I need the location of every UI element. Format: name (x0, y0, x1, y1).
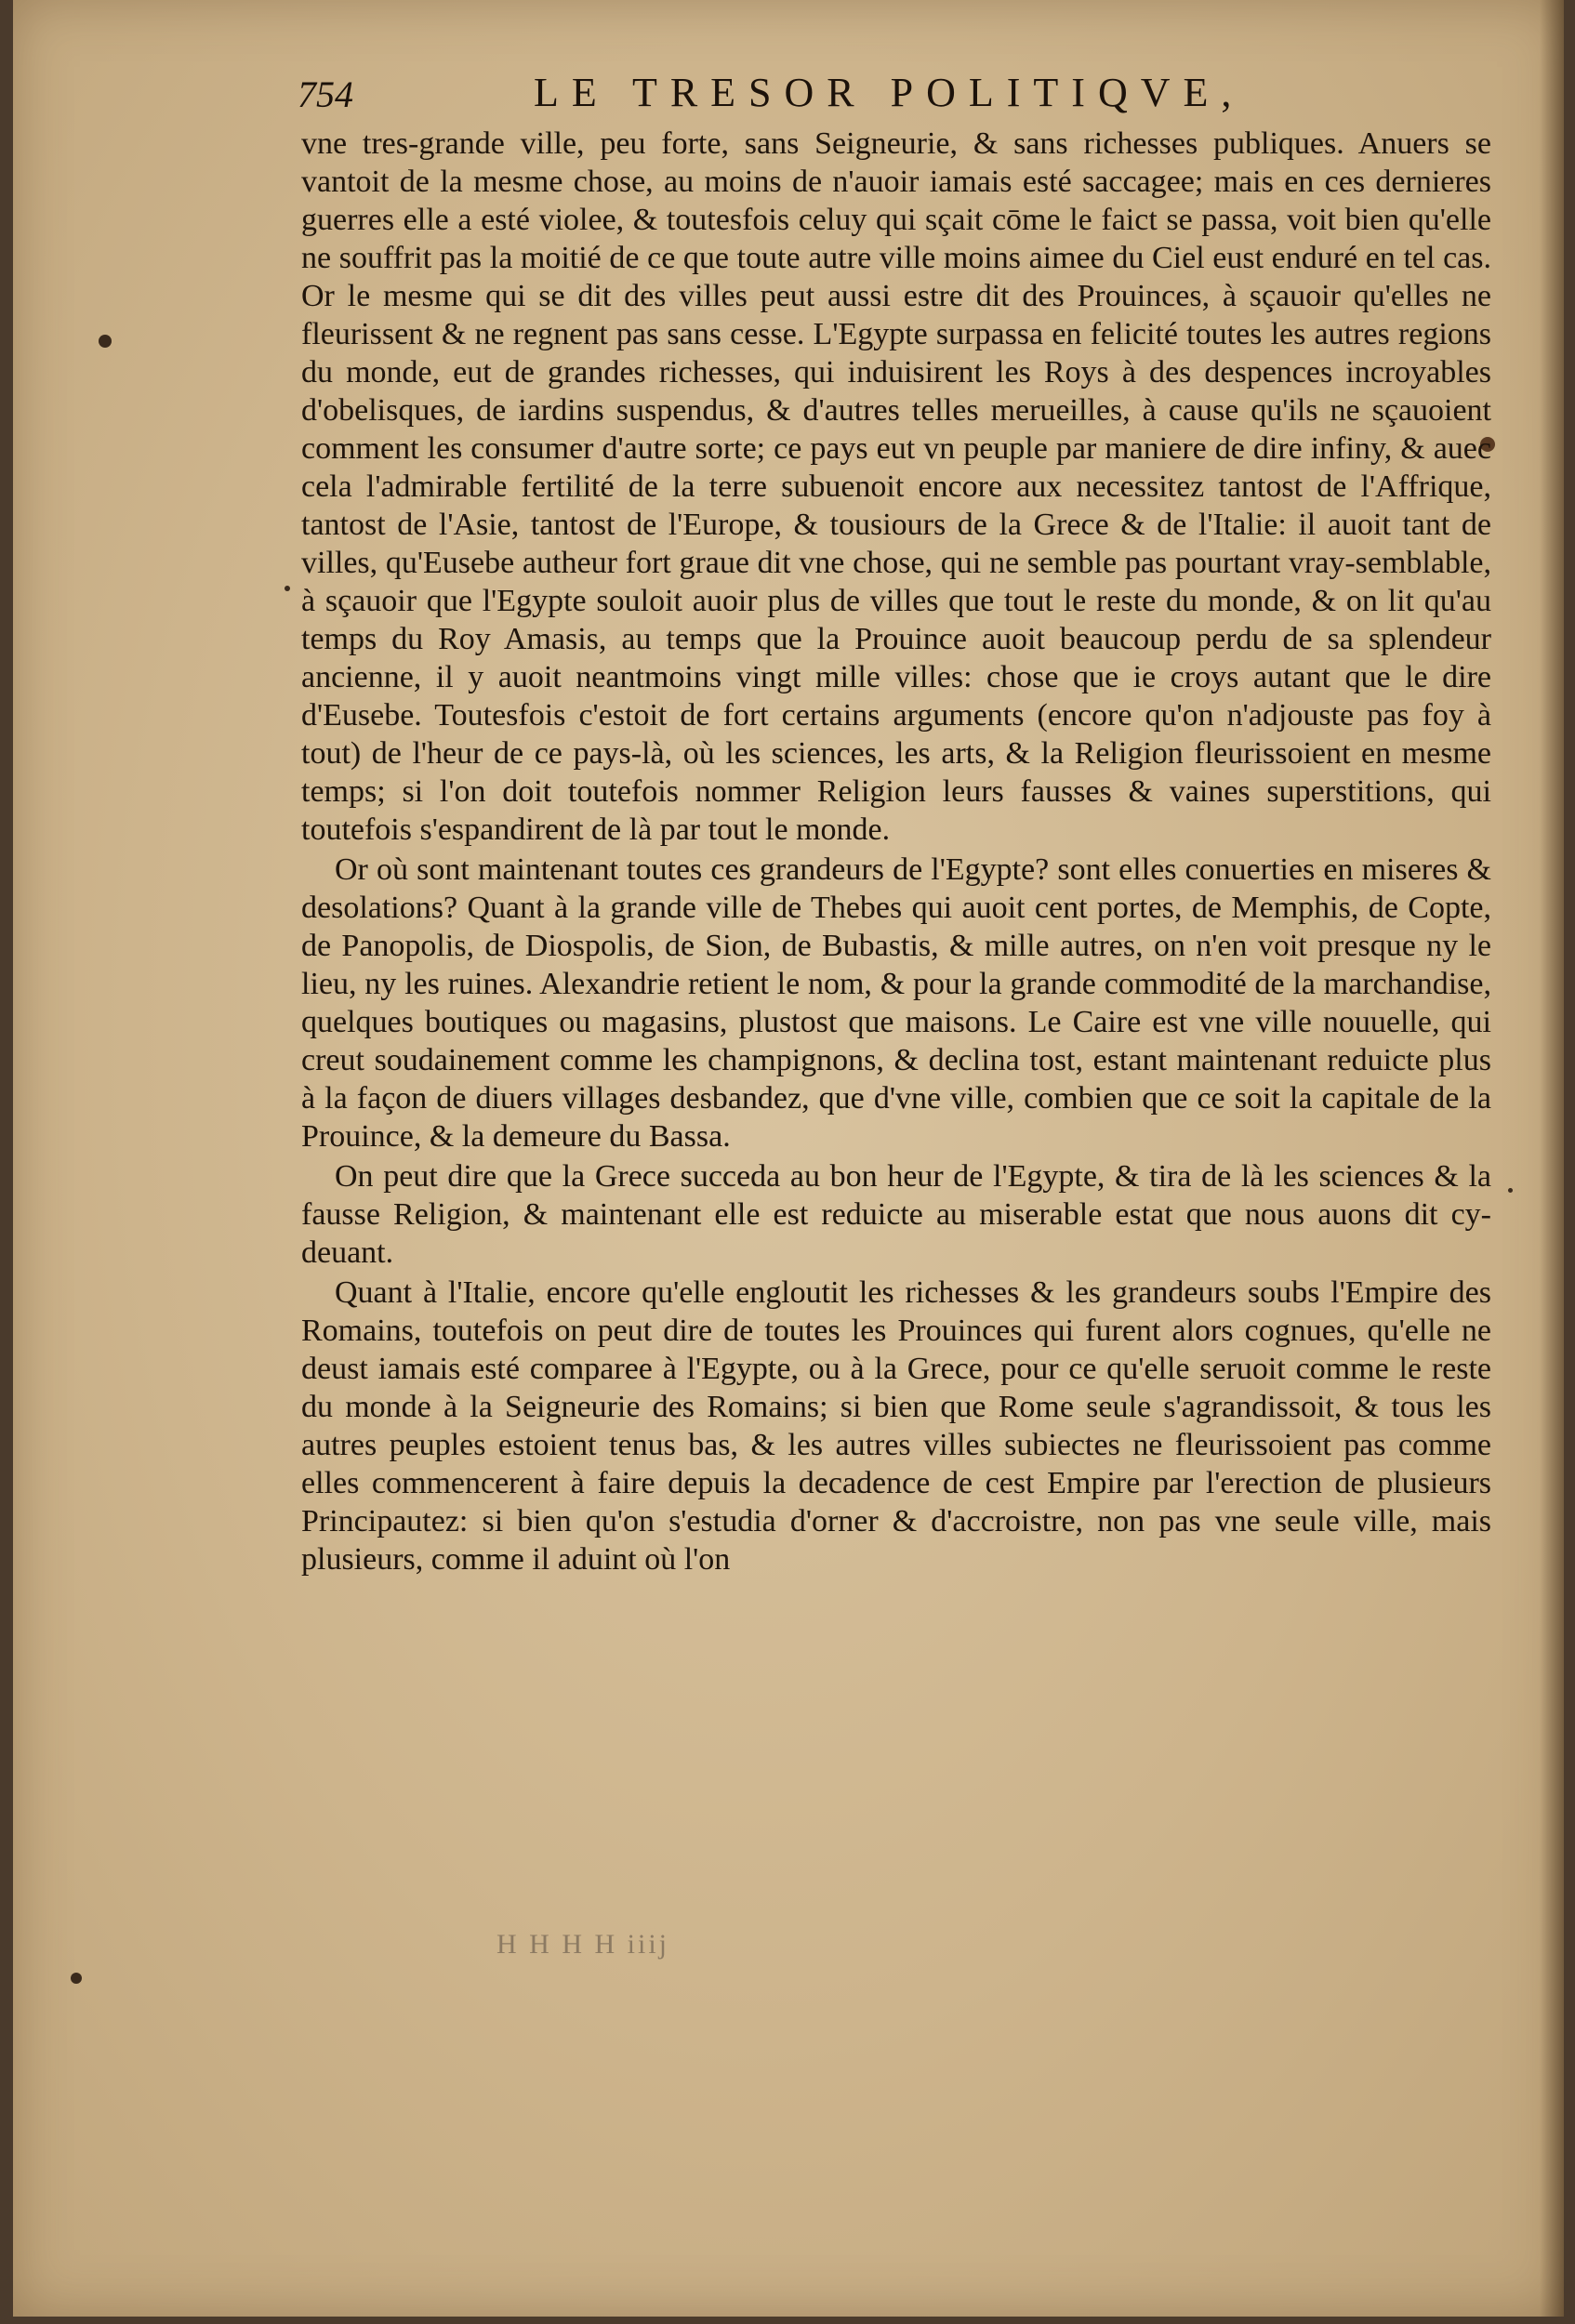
paragraph: vne tres-grande ville, peu forte, sans Seigneurie, & sans richesses publiques. Anuers se vantoit de la mesme chose, au moins de n'auoir iamais esté saccagee; mais en ces dernieres guerres elle a esté violee, & toutesfois celuy qui sçait cōme le faict se passa, voit bien qu'elle ne souffrit pas la moitié de ce que toute autre ville moins aimee du Ciel eust enduré en tel cas. Or le mesme qui se dit des villes peut aussi estre dit des Prouinces, à sçauoir qu'elles ne fleurissent & ne regnent pas sans cesse. L'Egypte surpassa en felicité toutes les autres regions du monde, eut de grandes richesses, qui induisirent les Roys à des despences incroyables d'obelisques, de iardins suspendus, & d'autres telles merueilles, à cause qu'ils ne sçauoient comment les consumer d'autre sorte; ce pays eut vn peuple par maniere de dire infiny, & auec cela l'admirable fertilité de la terre subuenoit encore aux necessitez tantost de l'Affrique, tantost de l'Asie, tantost de l'Europe, & tousiours de la Grece & de l'Italie: il auoit tant de villes, qu'Eusebe autheur fort graue dit vne chose, qui ne semble pas pourtant vray-semblable, à sçauoir que l'Egypte souloit auoir plus de villes que tout le reste du monde, & on lit qu'au temps du Roy Amasis, au temps que la Prouince auoit beaucoup perdu de sa splendeur ancienne, il y auoit neantmoins vingt mille villes: chose que ie croys autant que le dire d'Eusebe. Toutesfois c'estoit de fort certains arguments (encore qu'on n'adjouste pas foy à tout) de l'heur de ce pays-là, où les sciences, les arts, & la Religion fleurissoient en mesme temps; si l'on doit toutefois nommer Religion leurs fausses & vaines superstitions, qui toutefois s'espandirent de là par tout le monde. (301, 126, 1491, 847)
gutter-shadow (1540, 0, 1564, 2317)
ink-spot (285, 586, 290, 591)
signature-mark: H H H H iiij (496, 1929, 669, 1960)
paragraph: Or où sont maintenant toutes ces grandeurs de l'Egypte? sont elles conuerties en miseres & desolations? Quant à la grande ville de Thebes qui auoit cent portes, de Memphis, de Copte, de Panopolis, de Diospolis, de Sion, de Bubastis, & mille autres, on n'en voit presque ny le lieu, ny les ruines. Alexandrie retient le nom, & pour la grande commodité de la marchandise, quelques boutiques ou magasins, plustost que maisons. Le Caire est vne ville nouuelle, qui creut soudainement comme les champignons, & declina tost, estant maintenant reduicte plus à la façon de diuers villages desbandez, que d'vne ville, combien que ce soit la capitale de la Prouince, & la demeure du Bassa. (301, 852, 1491, 1154)
running-title: LE TRESOR POLITIQVE, (534, 70, 1245, 115)
paragraph: On peut dire que la Grece succeda au bon heur de l'Egypte, & tira de là les sciences & la fausse Religion, & maintenant elle est reduicte au miserable estat que nous auons dit cy-deuant. (301, 1159, 1491, 1270)
page-number: 754 (298, 73, 353, 115)
ink-spot (1508, 1188, 1513, 1193)
body-text (301, 125, 1491, 1578)
ink-spot (71, 1973, 82, 1984)
page-header (13, 70, 1564, 128)
paragraph: Quant à l'Italie, encore qu'elle engloutit les richesses & les grandeurs soubs l'Empire des Romains, toutefois on peut dire de toutes les Prouinces qui furent alors cognues, qu'elle ne deust iamais esté comparee à l'Egypte, ou à la Grece, pour ce qu'elle seruoit comme le reste du monde à la Seigneurie des Romains; si bien que Rome seule s'agrandissoit, & tous les autres peuples estoient tenus bas, & les autres villes subiectes ne fleurissoient pas comme elles commencerent à faire depuis la decadence de cest Empire par l'erection de plusieurs Principautez: si bien qu'on s'estudia d'orner & d'accroistre, non pas vne seule ville, mais plusieurs, comme il aduint où l'on (301, 1275, 1491, 1577)
book-page (13, 0, 1564, 2317)
ink-spot (99, 335, 112, 348)
